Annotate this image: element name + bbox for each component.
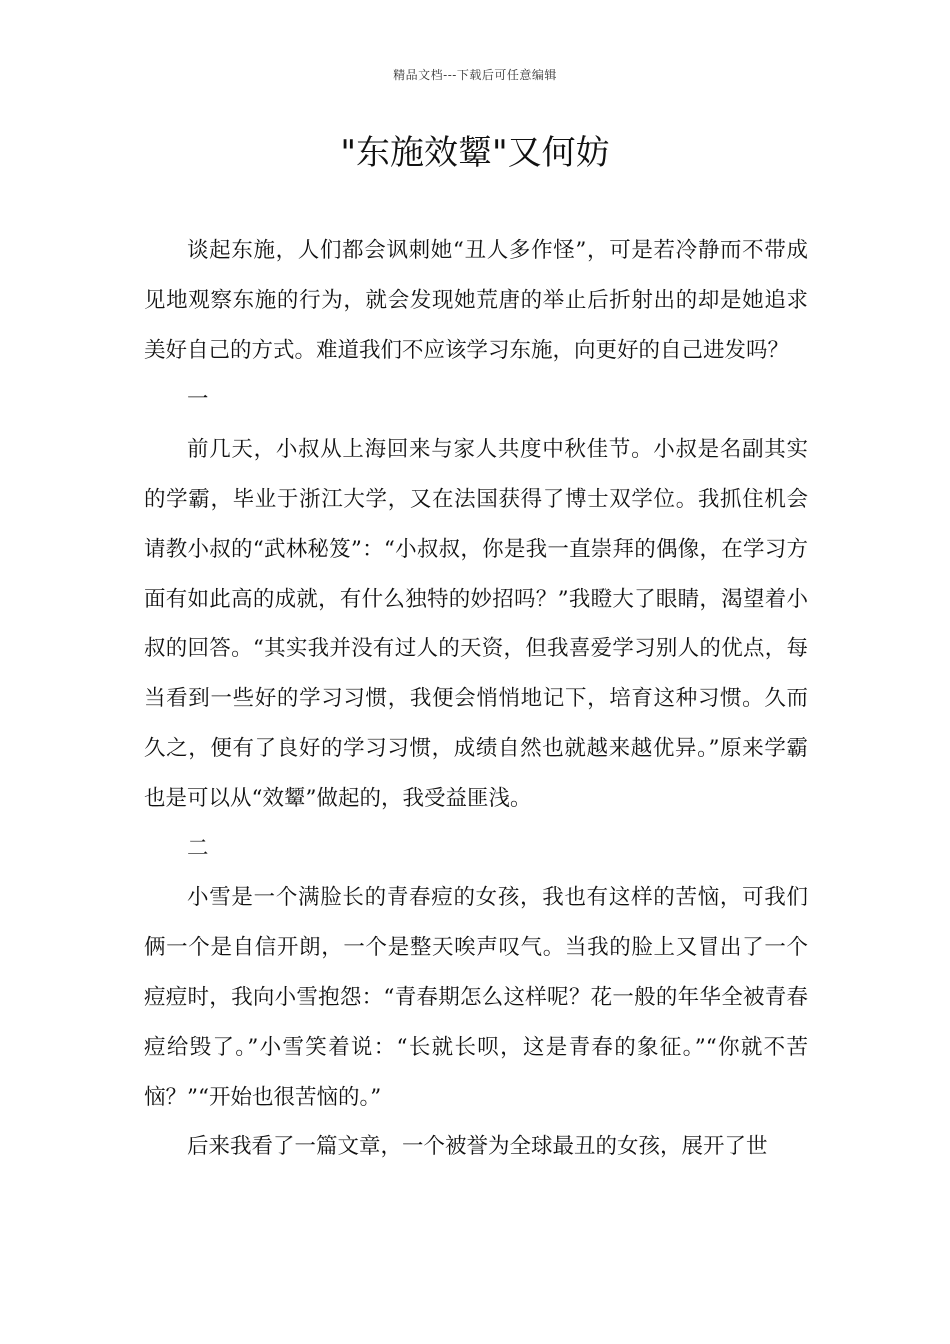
paragraph-later: 后来我看了一篇文章，一个被誉为全球最丑的女孩，展开了世 [187,1134,768,1160]
document-title: "东施效颦"又何妨 [340,133,610,173]
section-marker-one: 一 [187,387,209,413]
section-marker-two: 二 [187,835,209,861]
paragraph-xiaoxue: 小雪是一个满脸长的青春痘的女孩，我也有这样的苦恼，可我们俩一个是自信开朗，一个是整天唉声叹气。当我的脸上又冒出了一个痘痘时，我向小雪抱怨：“青春期怎么这样呢？花一般的年华全被青春痘给毁了。”小雪笑着说：“长就长呗，这是青春的象征。”“你就不苦恼？”“开始也很苦恼的。” [144,885,808,1110]
paragraph-uncle: 前几天，小叔从上海回来与家人共度中秋佳节。小叔是名副其实的学霸，毕业于浙江大学，又在法国获得了博士双学位。我抓住机会请教小叔的“武林秘笈”：“小叔叔，你是我一直崇拜的偶像，在学习方面有如此高的成就，有什么独特的妙招吗？”我瞪大了眼睛，渴望着小叔的回答。“其实我并没有过人的天资，但我喜爱学习别人的优点，每当看到一些好的学习习惯，我便会悄悄地记下，培育这种习惯。久而久之，便有了良好的学习习惯，成绩自然也就越来越优异。”原来学霸也是可以从“效颦”做起的，我受益匪浅。 [144,437,808,811]
document-body [144,226,808,1172]
header-note: 精品文档---下载后可任意编辑 [393,68,557,82]
paragraph-intro: 谈起东施，人们都会讽刺她“丑人多作怪”，可是若冷静而不带成见地观察东施的行为，就会发现她荒唐的举止后折射出的却是她追求美好自己的方式。难道我们不应该学习东施，向更好的自己进发吗？ [144,238,808,363]
